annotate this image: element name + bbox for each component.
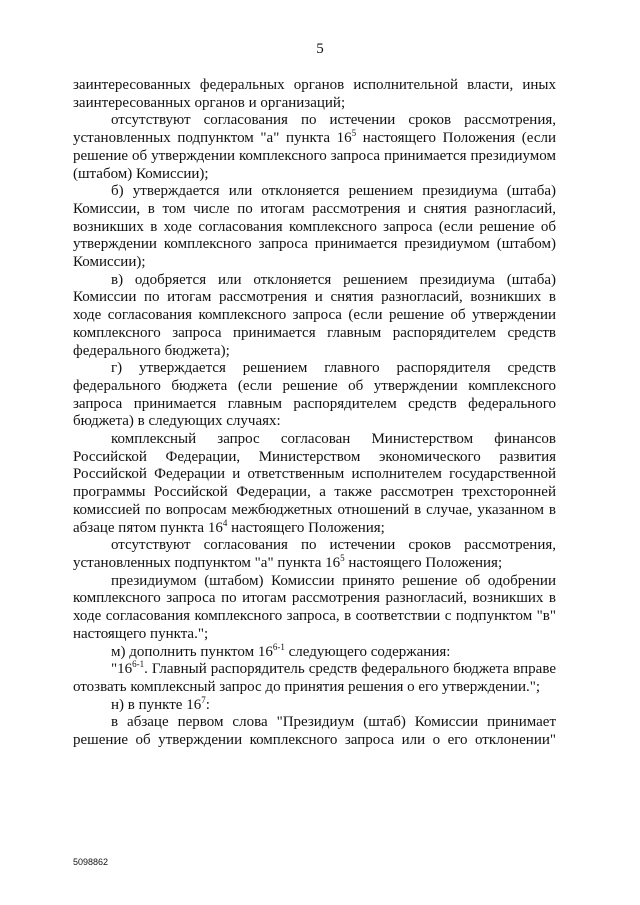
paragraph: "16$^{6-1}$. Главный распорядитель средств федерального бюджета вправе отозвать комплексный запрос до принятия решения о его утверждении.";	[73, 659, 556, 695]
paragraph: в) одобряется или отклоняется решением президиума (штаба) Комиссии по итогам рассмотрения и снятия разногласий, возникших в ходе согласования комплексного запроса (если решение об утверждении комплексного запроса принимается главным распорядителем средств федерального бюджета);	[73, 271, 556, 359]
document-body	[73, 77, 556, 750]
paragraph: б) утверждается или отклоняется решением президиума (штаба) Комиссии, в том числе по итогам рассмотрения и снятия разногласий, возникших в ходе согласования комплексного запроса (если решение об утверждении комплексного запроса принимается президиумом (штабом) Комиссии);	[73, 183, 556, 271]
paragraph: г) утверждается решением главного распорядителя средств федерального бюджета (если решение об утверждении комплексного запроса принимается главным распорядителем средств федерального бюджета) в следующих случаях:	[73, 360, 556, 430]
footer-code: 5098862	[73, 857, 109, 867]
paragraph: отсутствуют согласования по истечении сроков рассмотрения, установленных подпунктом "а" пункта $16^5$ настоящего Положения;	[73, 537, 556, 571]
paragraph: отсутствуют согласования по истечении сроков рассмотрения, установленных подпунктом "а" пункта $16^5$ настоящего Положения (если решение об утверждении комплексного запроса принимается президиумом (штабом) Комиссии);	[73, 112, 556, 182]
paragraph: комплексный запрос согласован Министерством финансов Российской Федерации, Министерством экономического развития Российской Федерации и ответственным исполнителем государственной программы Российской Федерации, а также рассмотрен трехсторонней комиссией по вопросам межбюджетных отношений в случае, указанном в абзаце пятом пункта $16^4$ настоящего Положения;	[73, 431, 556, 536]
paragraph: президиумом (штабом) Комиссии принято решение об одобрении комплексного запроса по итогам рассмотрения разногласий, возникших в ходе согласования комплексного запроса, в соответствии с подпунктом "в" настоящего пункта.";	[73, 572, 556, 642]
page-number: 5	[316, 41, 324, 57]
paragraph: н) в пункте $16^7$:	[111, 694, 210, 713]
paragraph: заинтересованных федеральных органов исполнительной власти, иных заинтересованных органов и организаций;	[73, 77, 556, 111]
paragraph: м) дополнить пунктом 16$^{6-1}$ следующего содержания:	[111, 641, 451, 660]
paragraph: в абзаце первом слова "Президиум (штаб) Комиссии принимает решение об утверждении комплексного запроса или о его отклонении"	[73, 714, 556, 749]
